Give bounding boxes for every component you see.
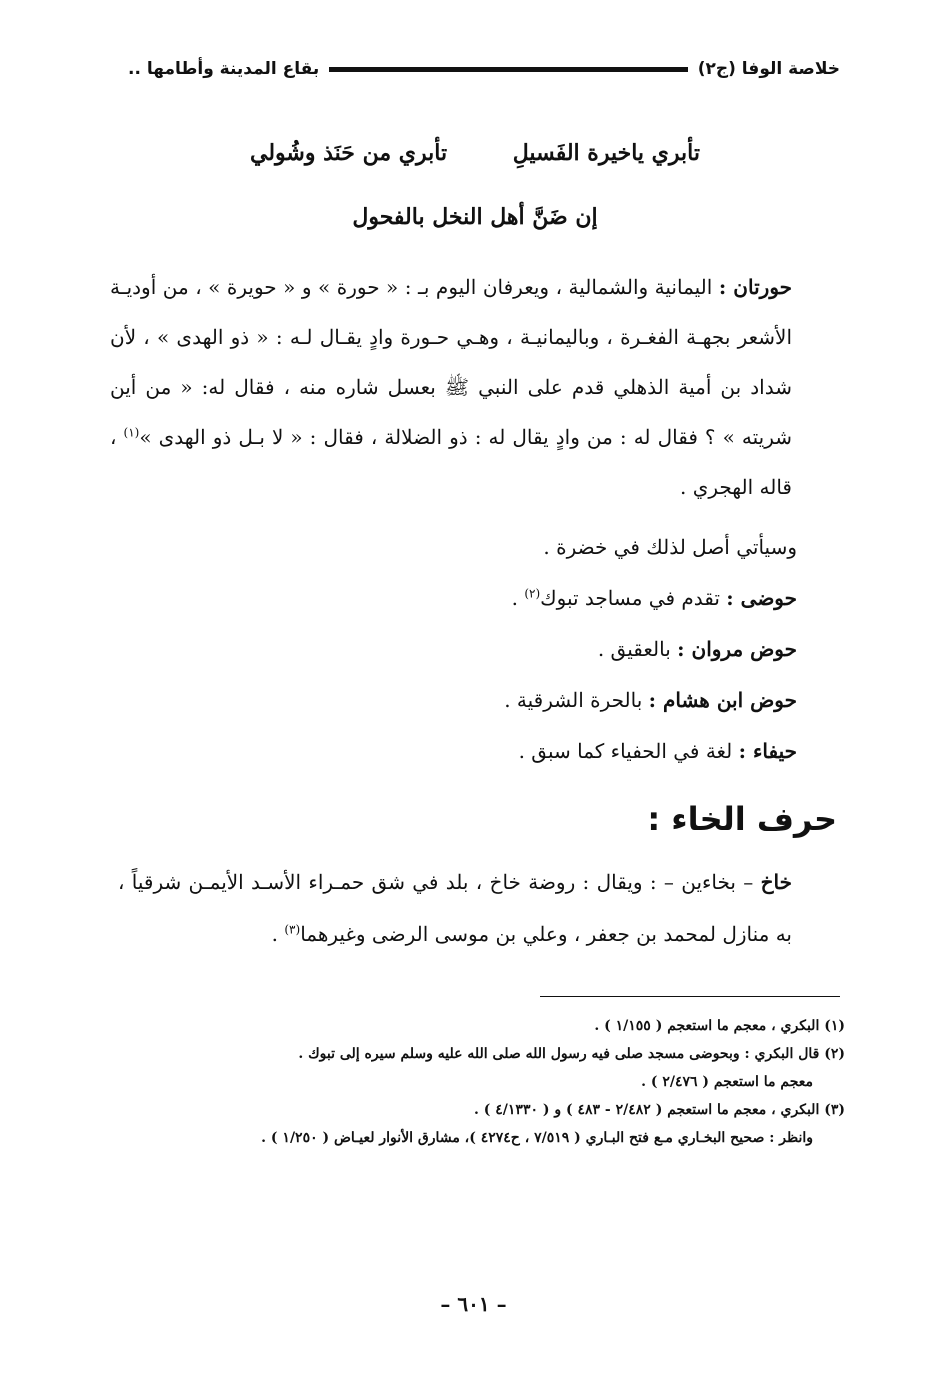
body-paragraph — [110, 262, 840, 512]
footnote: (٢) قال البكري : وبحوضى مسجد صلى فيه رسول الله صلى الله عليه وسلم سيره إلى تبوك . — [298, 1046, 845, 1062]
entry-term: حوض ابن هشام : — [648, 688, 797, 712]
footnote-ref: (٢) — [524, 586, 541, 601]
entry-line — [504, 522, 797, 573]
entry-term: حوضى : — [726, 586, 797, 610]
entry-line — [504, 675, 797, 726]
entry-term: خاخ — [760, 870, 792, 894]
header-book-title: خلاصة الوفا (ج٢) — [697, 59, 840, 79]
entries-list — [504, 522, 797, 777]
footnote-ref: (١) — [123, 425, 140, 440]
poem-verse-1 — [250, 140, 700, 184]
paragraph-text — [118, 856, 840, 960]
footnotes — [140, 1012, 845, 1152]
running-header — [128, 52, 840, 86]
entry-term: حيفاء : — [738, 739, 797, 763]
entry-text: تقدم في مساجد تبوك — [540, 586, 727, 610]
footnote-ref: (٣) — [284, 922, 301, 937]
entry-text-end: . — [511, 586, 525, 610]
header-rule — [329, 67, 687, 72]
entry-term: حورتان : — [718, 275, 793, 299]
entry-text: وسيأتي أصل لذلك في خضرة . — [543, 535, 797, 559]
footnote: (١) البكري ، معجم ما استعجم ( ١/١٥٥ ) . — [594, 1018, 845, 1034]
entry-line — [504, 726, 797, 777]
header-chapter-title: بقاع المدينة وأطامها .. — [128, 59, 320, 79]
poem-hemistich-left: تأبري من حَنَذ وشُولي — [250, 140, 448, 166]
entry-term: حوض مروان : — [677, 637, 797, 661]
entry-text: بالعقيق . — [597, 637, 678, 661]
paragraph-khakh — [118, 856, 840, 960]
entry-text: – بخاءين – : ويقال : روضة خاخ ، بلد في شق حمـراء الأسـد الأيمـن شرقياً ، به منازل لمحمد بن جعفر ، وعلي بن موسى الرضى وغيرهما — [118, 870, 792, 946]
entry-text-end: . — [271, 922, 285, 946]
page-number: – ٦٠١ – — [440, 1292, 507, 1316]
section-heading: حرف الخاء : — [647, 800, 837, 838]
entry-line — [504, 624, 797, 675]
footnote-continuation: معجم ما استعجم ( ٢/٤٧٦ ) . — [641, 1074, 813, 1090]
footnote: (٣) البكري ، معجم ما استعجم ( ٢/٤٨٢ - ٤٨٣ ) و ( ٤/١٣٣٠ ) . — [474, 1102, 845, 1118]
poem-verse-2: إن ضَنَّ أهل النخل بالفحول — [352, 204, 598, 230]
entry-text: بالحرة الشرقية . — [504, 688, 649, 712]
paragraph-hawratan — [110, 262, 840, 512]
footnote-rule — [540, 996, 840, 997]
entry-text: لغة في الحفياء كما سبق . — [518, 739, 739, 763]
footnote-continuation: وانظر : صحيح البخـاري مـع فتح البـاري ( ٧/٥١٩ ، ح٤٢٧٤ )، مشارق الأنوار لعيـاض ( ١/٢٥٠ ) . — [261, 1130, 813, 1146]
entry-text: اليمانية والشمالية ، ويعرفان اليوم بـ : « حورة » و « حويرة » ، من أوديـة الأشعر بجهـة الفغـرة ، وباليمانيـة ، وهـي حـورة وادٍ يقـال لـه : « ذو الهدى » ، لأن شداد بن أمية الذهلي قدم على النبي ﷺ بعسل شاره منه ، فقال له: « من أين شريته » ؟ فقال له : من وادٍ يقال له : ذو الضلالة ، فقال : « لا بـل ذو الهدى » — [110, 275, 792, 449]
entry-line — [504, 573, 797, 624]
poem-hemistich-right: تأبري ياخيرة الفَسيلِ — [512, 140, 700, 166]
entry-text-end: ، قاله الهجري . — [110, 425, 792, 499]
